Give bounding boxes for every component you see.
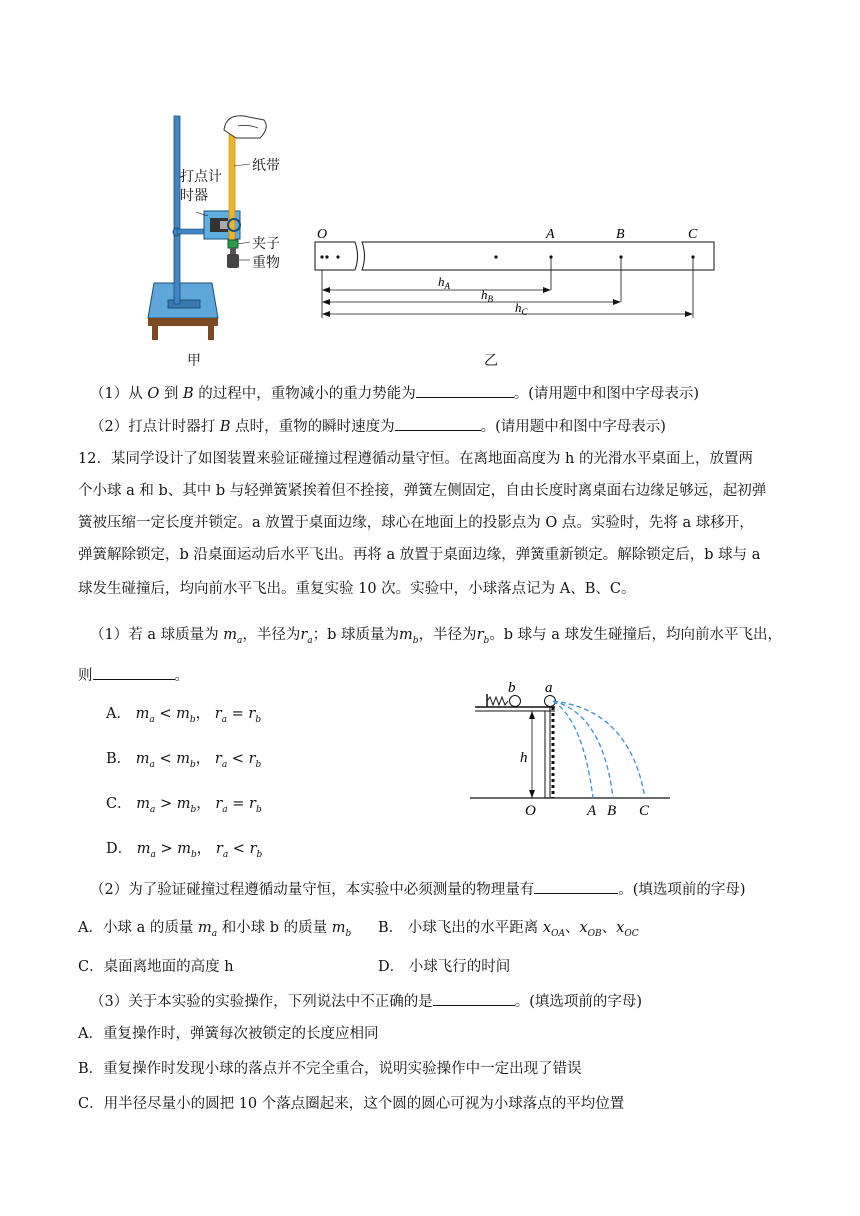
label-tape: 纸带 (252, 158, 280, 174)
caption-yi: 乙 (484, 353, 498, 369)
fig-label-A: A (587, 803, 597, 819)
option-2C[interactable]: C．桌面离地面的高度 h (78, 959, 234, 975)
label-weight: 重物 (252, 255, 280, 271)
fig-label-h: h (520, 750, 528, 766)
answer-blank[interactable] (395, 415, 481, 431)
fig-label-b: b (508, 680, 516, 696)
answer-blank[interactable] (93, 664, 175, 680)
q12-sub1: （1）若 a 球质量为 $m_a$，半径为$r_a$；b 球质量为$m_b$，半径为$r_b$。b 球与 a 球发生碰撞后，均向前水平飞出， (90, 627, 783, 646)
option-3C[interactable]: C．用半径尽量小的圆把 10 个落点圈起来，这个圆的圆心可视为小球落点的平均位置 (78, 1096, 625, 1112)
option-2B[interactable]: B． 小球飞出的水平距离 $x_{OA}$、$x_{OB}$、$x_{OC}$ (378, 920, 639, 939)
fig-label-a: a (545, 680, 553, 696)
q12-sub3: （3）关于本实验的实验操作，下列说法中不正确的是 。(填选项前的字母) (90, 990, 642, 1012)
answer-blank[interactable] (433, 990, 515, 1006)
q11-part1: （1）从 O 到 B 的过程中，重物减小的重力势能为 。(请用题中和图中字母表示) (90, 382, 699, 404)
label-clip: 夹子 (252, 236, 280, 252)
q12-sub2: （2）为了验证碰撞过程遵循动量守恒，本实验中必须测量的物理量有 。(填选项前的字母) (90, 878, 746, 900)
caption-jia: 甲 (187, 353, 201, 369)
option-3B[interactable]: B．重复操作时发现小球的落点并不完全重合，说明实验操作中一定出现了错误 (78, 1061, 582, 1077)
option-2A[interactable]: A．小球 a 的质量 $m_a$ 和小球 b 的质量 $m_b$ (78, 920, 352, 939)
apparatus-figure (140, 108, 290, 343)
tape-figure (300, 222, 730, 332)
option-A[interactable]: A． $m_a < m_b$， $r_a = r_b$ (106, 706, 262, 725)
q12-line-4: 弹簧解除锁定，b 沿桌面运动后水平飞出。再将 a 放置于桌面边缘，弹簧重新锁定。解除锁定后，b 球与 a (78, 547, 761, 563)
label-timer: 打点计 (180, 169, 222, 185)
q12-line-5: 球发生碰撞后，均向前水平飞出。重复实验 10 次。实验中，小球落点记为 A、B、C。 (78, 581, 636, 597)
label-timer-2: 时器 (180, 188, 208, 204)
dim-hC: $h_C$ (515, 300, 528, 317)
fig-label-B: B (607, 803, 617, 819)
option-3A[interactable]: A．重复操作时，弹簧每次被锁定的长度应相同 (78, 1026, 379, 1042)
option-2D[interactable]: D． 小球飞行的时间 (378, 959, 511, 975)
option-C[interactable]: C． $m_a > m_b$， $r_a = r_b$ (106, 796, 262, 815)
tape-point-O: O (317, 227, 328, 242)
answer-blank[interactable] (416, 382, 514, 398)
dim-hB: $h_B$ (481, 287, 493, 304)
q12-line-1: 12．某同学设计了如图装置来验证碰撞过程遵循动量守恒。在离地面高度为 h 的光滑水平桌面上，放置两 (78, 451, 754, 467)
q12-sub1-cont: 则 。 (78, 664, 189, 686)
dim-hA: $h_A$ (438, 274, 450, 291)
tape-point-B: B (616, 227, 625, 242)
q11-part2: （2）打点计时器打 B 点时，重物的瞬时速度为 。(请用题中和图中字母表示) (90, 415, 666, 437)
tape-point-C: C (688, 227, 698, 242)
collision-figure (465, 680, 675, 820)
option-B[interactable]: B． $m_a < m_b$， $r_a < r_b$ (106, 751, 262, 770)
fig-label-C: C (639, 803, 650, 819)
tape-point-A: A (546, 227, 555, 242)
fig-label-O: O (525, 803, 536, 819)
q12-line-3: 簧被压缩一定长度并锁定。a 放置于桌面边缘，球心在地面上的投影点为 O 点。实验时，先将 a 球移开， (78, 515, 754, 531)
answer-blank[interactable] (534, 878, 618, 894)
option-D[interactable]: D． $m_a > m_b$， $r_a < r_b$ (106, 841, 263, 860)
q12-line-2: 个小球 a 和 b、其中 b 与轻弹簧紧挨着但不拴接，弹簧左侧固定，自由长度时离桌面右边缘足够远，起初弹 (78, 483, 767, 499)
